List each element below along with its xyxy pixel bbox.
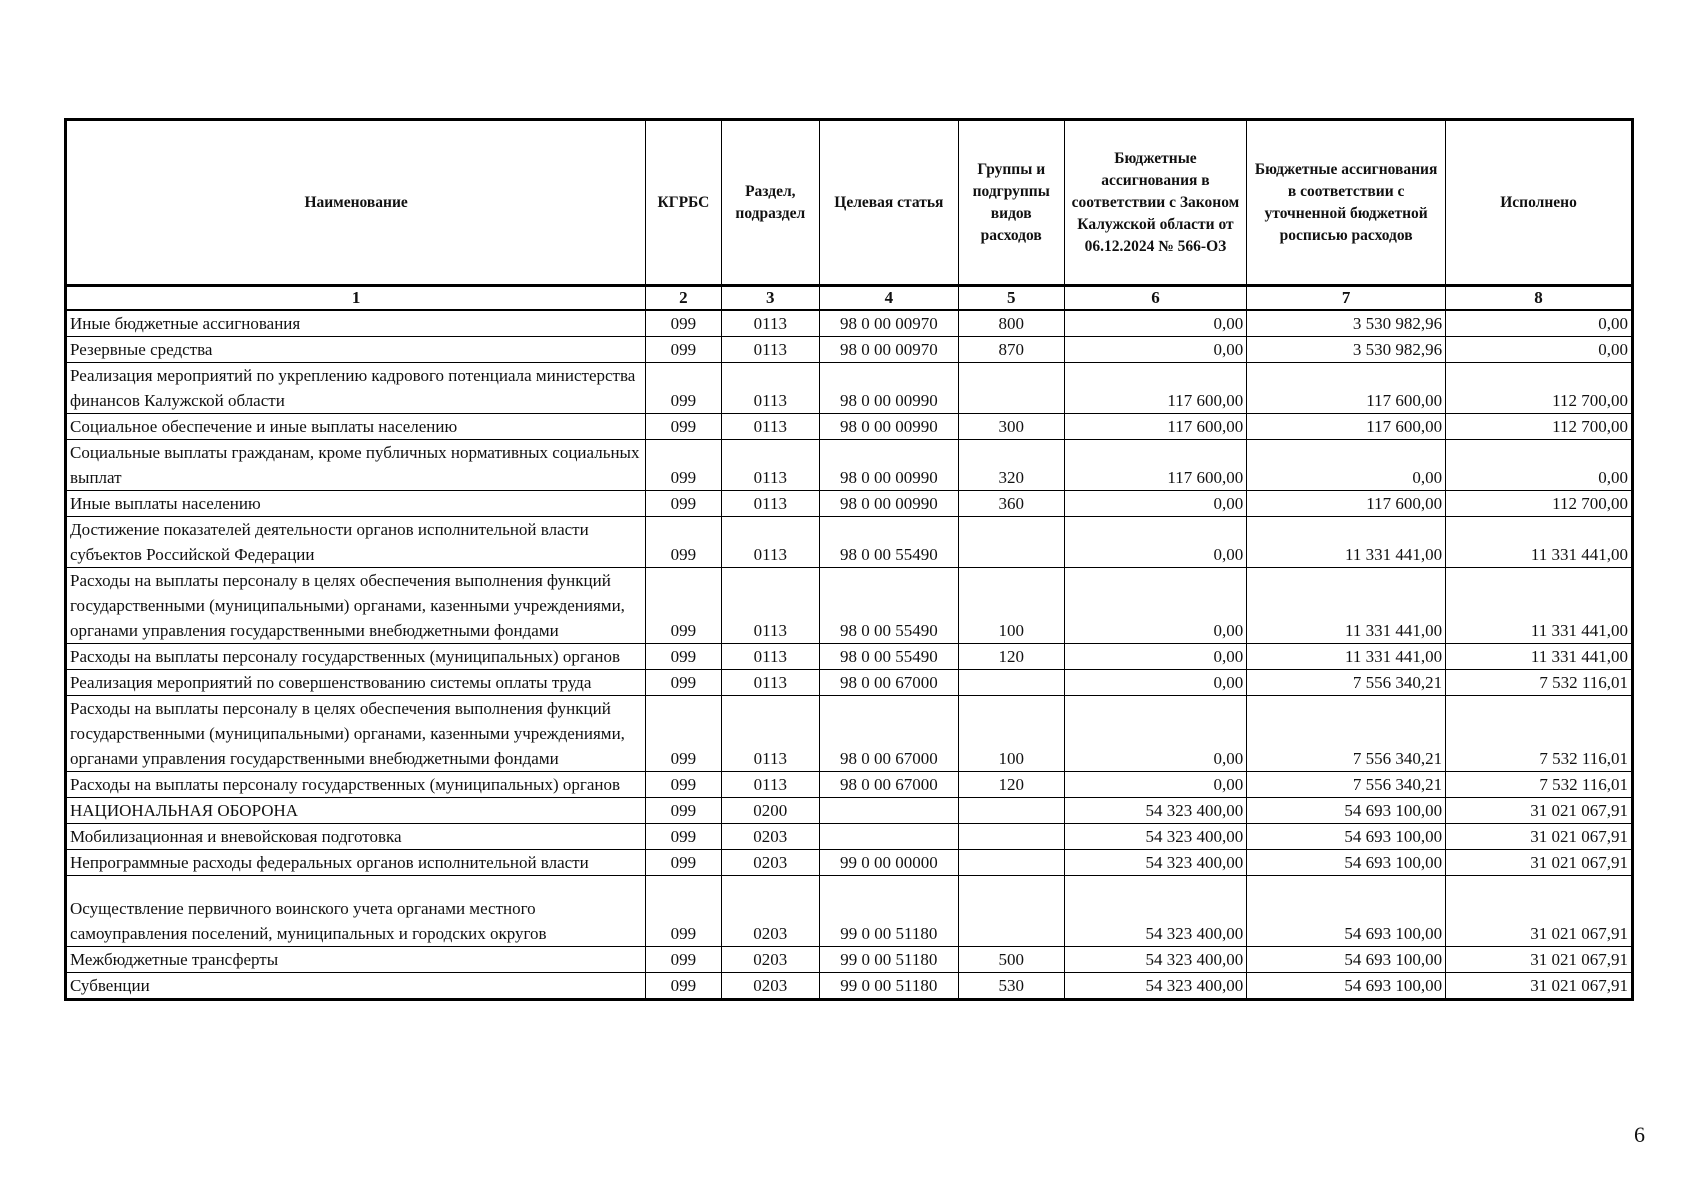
- row-law-amount: 0,00: [1064, 670, 1246, 696]
- budget-table: [64, 118, 1634, 1001]
- row-executed-amount: 7 532 116,01: [1446, 772, 1633, 798]
- row-name: Расходы на выплаты персоналу в целях обеспечения выполнения функций государственными (муниципальными) органами, казенными учреждениями, органами управления государственными внебюджетными фондами: [66, 696, 646, 772]
- row-refined-amount: 11 331 441,00: [1247, 517, 1446, 568]
- budget-report-sheet: [64, 118, 1634, 1001]
- row-executed-amount: 7 532 116,01: [1446, 670, 1633, 696]
- row-name: Расходы на выплаты персоналу в целях обеспечения выполнения функций государственными (муниципальными) органами, казенными учреждениями, органами управления государственными внебюджетными фондами: [66, 568, 646, 644]
- row-section: 0203: [721, 876, 819, 947]
- row-name: Социальное обеспечение и иные выплаты населению: [66, 414, 646, 440]
- row-section: 0113: [721, 440, 819, 491]
- row-kgrbs: 099: [646, 491, 721, 517]
- row-target: 99 0 00 51180: [819, 973, 958, 1000]
- row-refined-amount: 54 693 100,00: [1247, 798, 1446, 824]
- row-section: 0113: [721, 337, 819, 363]
- row-section: 0113: [721, 568, 819, 644]
- row-refined-amount: 54 693 100,00: [1247, 824, 1446, 850]
- table-row: [66, 973, 1633, 1000]
- row-target: 98 0 00 00970: [819, 310, 958, 337]
- row-kgrbs: 099: [646, 850, 721, 876]
- row-kgrbs: 099: [646, 644, 721, 670]
- row-group: [958, 670, 1064, 696]
- header-kgrbs: КГРБС: [646, 120, 721, 286]
- row-group: [958, 850, 1064, 876]
- row-kgrbs: 099: [646, 772, 721, 798]
- row-target: 98 0 00 00970: [819, 337, 958, 363]
- row-section: 0203: [721, 850, 819, 876]
- row-executed-amount: 0,00: [1446, 440, 1633, 491]
- table-row: [66, 440, 1633, 491]
- table-row: [66, 876, 1633, 947]
- row-kgrbs: 099: [646, 670, 721, 696]
- row-law-amount: 54 323 400,00: [1064, 798, 1246, 824]
- table-row: [66, 337, 1633, 363]
- row-group: 300: [958, 414, 1064, 440]
- row-section: 0113: [721, 644, 819, 670]
- header-law-allocations: Бюджетные ассигнования в соответствии с Законом Калужской области от 06.12.2024 № 566-ОЗ: [1064, 120, 1246, 286]
- row-executed-amount: 31 021 067,91: [1446, 947, 1633, 973]
- row-section: 0113: [721, 491, 819, 517]
- table-row: [66, 850, 1633, 876]
- row-name: Реализация мероприятий по совершенствованию системы оплаты труда: [66, 670, 646, 696]
- row-refined-amount: 3 530 982,96: [1247, 310, 1446, 337]
- row-law-amount: 0,00: [1064, 517, 1246, 568]
- row-refined-amount: 7 556 340,21: [1247, 772, 1446, 798]
- column-number: 7: [1247, 286, 1446, 311]
- row-refined-amount: 54 693 100,00: [1247, 947, 1446, 973]
- row-executed-amount: 31 021 067,91: [1446, 850, 1633, 876]
- row-group: [958, 824, 1064, 850]
- row-kgrbs: 099: [646, 696, 721, 772]
- row-law-amount: 117 600,00: [1064, 363, 1246, 414]
- row-name: Иные бюджетные ассигнования: [66, 310, 646, 337]
- row-name: Иные выплаты населению: [66, 491, 646, 517]
- row-group: 500: [958, 947, 1064, 973]
- row-section: 0113: [721, 696, 819, 772]
- row-law-amount: 0,00: [1064, 568, 1246, 644]
- row-kgrbs: 099: [646, 798, 721, 824]
- row-kgrbs: 099: [646, 310, 721, 337]
- row-law-amount: 0,00: [1064, 644, 1246, 670]
- row-target: 98 0 00 00990: [819, 440, 958, 491]
- row-name: Непрограммные расходы федеральных органов исполнительной власти: [66, 850, 646, 876]
- row-kgrbs: 099: [646, 414, 721, 440]
- row-group: 800: [958, 310, 1064, 337]
- row-kgrbs: 099: [646, 517, 721, 568]
- row-section: 0200: [721, 798, 819, 824]
- row-refined-amount: 54 693 100,00: [1247, 850, 1446, 876]
- row-group: 870: [958, 337, 1064, 363]
- table-row: [66, 644, 1633, 670]
- table-header-row: [66, 120, 1633, 286]
- row-group: [958, 876, 1064, 947]
- row-refined-amount: 11 331 441,00: [1247, 568, 1446, 644]
- row-refined-amount: 117 600,00: [1247, 414, 1446, 440]
- row-executed-amount: 112 700,00: [1446, 491, 1633, 517]
- row-target: [819, 824, 958, 850]
- row-target: 98 0 00 55490: [819, 517, 958, 568]
- table-row: [66, 517, 1633, 568]
- row-executed-amount: 31 021 067,91: [1446, 824, 1633, 850]
- header-refined-allocations: Бюджетные ассигнования в соответствии с уточненной бюджетной росписью расходов: [1247, 120, 1446, 286]
- row-executed-amount: 11 331 441,00: [1446, 517, 1633, 568]
- row-target: 99 0 00 51180: [819, 876, 958, 947]
- row-refined-amount: 3 530 982,96: [1247, 337, 1446, 363]
- row-group: 100: [958, 696, 1064, 772]
- row-executed-amount: 11 331 441,00: [1446, 568, 1633, 644]
- row-target: 98 0 00 67000: [819, 772, 958, 798]
- row-refined-amount: 7 556 340,21: [1247, 670, 1446, 696]
- row-refined-amount: 7 556 340,21: [1247, 696, 1446, 772]
- row-refined-amount: 54 693 100,00: [1247, 876, 1446, 947]
- header-section: Раздел, подраздел: [721, 120, 819, 286]
- row-name: Социальные выплаты гражданам, кроме публичных нормативных социальных выплат: [66, 440, 646, 491]
- row-target: 98 0 00 00990: [819, 414, 958, 440]
- row-name: НАЦИОНАЛЬНАЯ ОБОРОНА: [66, 798, 646, 824]
- row-refined-amount: 0,00: [1247, 440, 1446, 491]
- column-number: 5: [958, 286, 1064, 311]
- table-row: [66, 414, 1633, 440]
- row-executed-amount: 11 331 441,00: [1446, 644, 1633, 670]
- row-target: 99 0 00 00000: [819, 850, 958, 876]
- table-row: [66, 798, 1633, 824]
- row-name: Осуществление первичного воинского учета органами местного самоуправления поселений, муниципальных и городских округов: [66, 876, 646, 947]
- row-section: 0113: [721, 517, 819, 568]
- column-number: 6: [1064, 286, 1246, 311]
- row-kgrbs: 099: [646, 337, 721, 363]
- column-number: 4: [819, 286, 958, 311]
- row-kgrbs: 099: [646, 440, 721, 491]
- row-executed-amount: 7 532 116,01: [1446, 696, 1633, 772]
- table-row: [66, 491, 1633, 517]
- row-section: 0203: [721, 824, 819, 850]
- row-section: 0113: [721, 772, 819, 798]
- row-name: Расходы на выплаты персоналу государственных (муниципальных) органов: [66, 644, 646, 670]
- row-executed-amount: 31 021 067,91: [1446, 798, 1633, 824]
- table-row: [66, 947, 1633, 973]
- row-kgrbs: 099: [646, 876, 721, 947]
- row-group: 120: [958, 644, 1064, 670]
- row-refined-amount: 11 331 441,00: [1247, 644, 1446, 670]
- row-target: 98 0 00 00990: [819, 491, 958, 517]
- row-law-amount: 0,00: [1064, 337, 1246, 363]
- table-row: [66, 772, 1633, 798]
- row-refined-amount: 117 600,00: [1247, 363, 1446, 414]
- row-group: [958, 517, 1064, 568]
- row-executed-amount: 0,00: [1446, 310, 1633, 337]
- table-row: [66, 824, 1633, 850]
- column-number-row: [66, 286, 1633, 311]
- row-name: Реализация мероприятий по укреплению кадрового потенциала министерства финансов Калужской области: [66, 363, 646, 414]
- row-group: 360: [958, 491, 1064, 517]
- header-expense-groups: Группы и подгруппы видов расходов: [958, 120, 1064, 286]
- row-executed-amount: 31 021 067,91: [1446, 973, 1633, 1000]
- row-name: Субвенции: [66, 973, 646, 1000]
- row-kgrbs: 099: [646, 363, 721, 414]
- row-law-amount: 0,00: [1064, 772, 1246, 798]
- row-name: Резервные средства: [66, 337, 646, 363]
- table-row: [66, 363, 1633, 414]
- row-name: Достижение показателей деятельности органов исполнительной власти субъектов Российской Федерации: [66, 517, 646, 568]
- row-executed-amount: 0,00: [1446, 337, 1633, 363]
- row-group: 120: [958, 772, 1064, 798]
- row-section: 0113: [721, 414, 819, 440]
- row-law-amount: 0,00: [1064, 310, 1246, 337]
- row-target: 98 0 00 67000: [819, 670, 958, 696]
- row-target: [819, 798, 958, 824]
- row-name: Расходы на выплаты персоналу государственных (муниципальных) органов: [66, 772, 646, 798]
- row-target: 98 0 00 55490: [819, 568, 958, 644]
- row-law-amount: 0,00: [1064, 696, 1246, 772]
- column-number: 2: [646, 286, 721, 311]
- row-refined-amount: 54 693 100,00: [1247, 973, 1446, 1000]
- row-kgrbs: 099: [646, 568, 721, 644]
- row-law-amount: 54 323 400,00: [1064, 947, 1246, 973]
- row-section: 0203: [721, 973, 819, 1000]
- row-group: 100: [958, 568, 1064, 644]
- column-number: 8: [1446, 286, 1633, 311]
- row-group: 320: [958, 440, 1064, 491]
- row-law-amount: 54 323 400,00: [1064, 876, 1246, 947]
- table-row: [66, 568, 1633, 644]
- row-executed-amount: 112 700,00: [1446, 414, 1633, 440]
- row-law-amount: 117 600,00: [1064, 414, 1246, 440]
- row-section: 0113: [721, 670, 819, 696]
- row-refined-amount: 117 600,00: [1247, 491, 1446, 517]
- row-kgrbs: 099: [646, 824, 721, 850]
- row-kgrbs: 099: [646, 947, 721, 973]
- row-group: [958, 363, 1064, 414]
- table-row: [66, 696, 1633, 772]
- row-law-amount: 54 323 400,00: [1064, 973, 1246, 1000]
- row-name: Мобилизационная и вневойсковая подготовка: [66, 824, 646, 850]
- row-law-amount: 0,00: [1064, 491, 1246, 517]
- row-group: 530: [958, 973, 1064, 1000]
- table-row: [66, 670, 1633, 696]
- page-number: 6: [1634, 1122, 1645, 1147]
- column-number: 1: [66, 286, 646, 311]
- row-section: 0203: [721, 947, 819, 973]
- row-name: Межбюджетные трансферты: [66, 947, 646, 973]
- row-law-amount: 117 600,00: [1064, 440, 1246, 491]
- row-executed-amount: 112 700,00: [1446, 363, 1633, 414]
- table-row: [66, 310, 1633, 337]
- header-target-article: Целевая статья: [819, 120, 958, 286]
- row-target: 98 0 00 00990: [819, 363, 958, 414]
- row-target: 99 0 00 51180: [819, 947, 958, 973]
- row-group: [958, 798, 1064, 824]
- row-law-amount: 54 323 400,00: [1064, 824, 1246, 850]
- header-executed: Исполнено: [1446, 120, 1633, 286]
- row-section: 0113: [721, 363, 819, 414]
- row-executed-amount: 31 021 067,91: [1446, 876, 1633, 947]
- header-name: Наименование: [66, 120, 646, 286]
- row-target: 98 0 00 67000: [819, 696, 958, 772]
- row-law-amount: 54 323 400,00: [1064, 850, 1246, 876]
- row-section: 0113: [721, 310, 819, 337]
- row-target: 98 0 00 55490: [819, 644, 958, 670]
- row-kgrbs: 099: [646, 973, 721, 1000]
- column-number: 3: [721, 286, 819, 311]
